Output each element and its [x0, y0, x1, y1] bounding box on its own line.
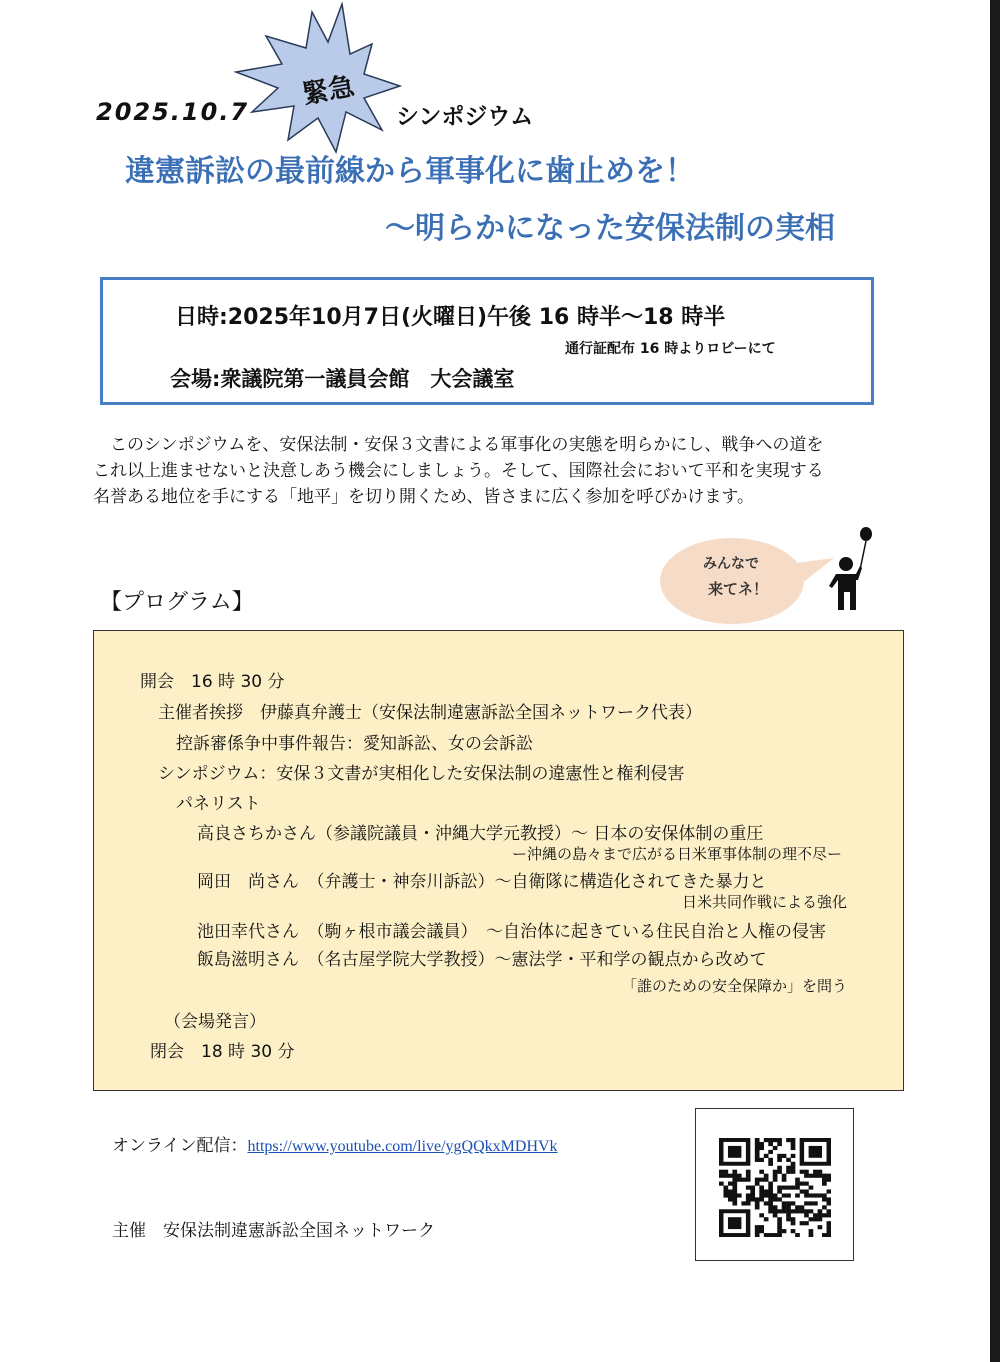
panelist-ikeda: 池田幸代さん （駒ヶ根市議会議員） ～自治体に起きている住民自治と人権の侵害 — [197, 922, 826, 942]
intro-line: これ以上進ませないと決意しあう機会にしましょう。そして、国際社会において平和を実現する — [93, 461, 824, 481]
program-heading: 【プログラム】 — [100, 590, 254, 615]
panelist-takara: 高良さちかさん（参議院議員・沖縄大学元教授）～ 日本の安保体制の重圧 — [197, 824, 764, 844]
program-closing: 閉会 18 時 30 分 — [150, 1042, 295, 1062]
intro-line: 名誉ある地位を手にする「地平」を切り開くため、皆さまに広く参加を呼びかけます。 — [93, 487, 754, 507]
intro-paragraph — [93, 432, 905, 510]
bubble-text-2: 来てネ！ — [708, 580, 769, 598]
panelist-takara-sub: ー沖縄の島々まで広がる日米軍事体制の理不尽ー — [512, 845, 843, 863]
qr-code[interactable] — [719, 1138, 831, 1237]
bubble-text-1: みんなで — [703, 556, 759, 572]
stream-link[interactable]: https://www.youtube.com/live/ygQQkxMDHVk — [247, 1138, 558, 1155]
program-box — [93, 630, 904, 1091]
online-label: オンライン配信： — [112, 1136, 248, 1156]
sub-title: ～明らかになった安保法制の実相 — [385, 211, 835, 246]
panelist-okada: 岡田 尚さん （弁護士・神奈川訴訟）～自衛隊に構造化されてきた暴力と — [197, 872, 767, 892]
urgent-badge: 緊急 — [300, 71, 357, 111]
event-datetime: 日時:2025年10月7日(火曜日)午後 16 時半～18 時半 — [175, 305, 726, 330]
program-greeting: 主催者挨拶 伊藤真弁護士（安保法制違憲訴訟全国ネットワーク代表） — [158, 703, 702, 723]
program-report: 控訴審係争中事件報告：愛知訴訟、女の会訴訟 — [176, 734, 533, 754]
event-date: 2025.10.7 — [96, 98, 250, 126]
online-stream — [112, 1131, 558, 1156]
intro-line: このシンポジウムを、安保法制・安保３文書による軍事化の実態を明らかにし、戦争への道を — [93, 435, 824, 455]
event-venue: 会場:衆議院第一議員会館 大会議室 — [170, 367, 515, 391]
pass-note: 通行証配布 16 時よりロビーにて — [565, 341, 776, 357]
organizer: 主催 安保法制違憲訴訟全国ネットワーク — [112, 1221, 435, 1241]
program-opening: 開会 16 時 30 分 — [140, 672, 285, 692]
event-type: シンポジウム — [396, 104, 534, 130]
program-floor: （会場発言） — [164, 1012, 266, 1032]
program-panelists-label: パネリスト — [176, 794, 261, 814]
program-symposium: シンポジウム：安保３文書が実相化した安保法制の違憲性と権利侵害 — [158, 764, 685, 784]
main-title: 違憲訴訟の最前線から軍事化に歯止めを！ — [125, 154, 695, 189]
panelist-iijima-sub: 「誰のための安全保障か」を問う — [622, 977, 848, 995]
panelist-okada-sub: 日米共同作戦による強化 — [682, 893, 848, 911]
person-with-balloon-icon — [826, 526, 876, 612]
page-edge — [990, 0, 1000, 1362]
panelist-iijima: 飯島滋明さん （名古屋学院大学教授）～憲法学・平和学の観点から改めて — [197, 950, 767, 970]
